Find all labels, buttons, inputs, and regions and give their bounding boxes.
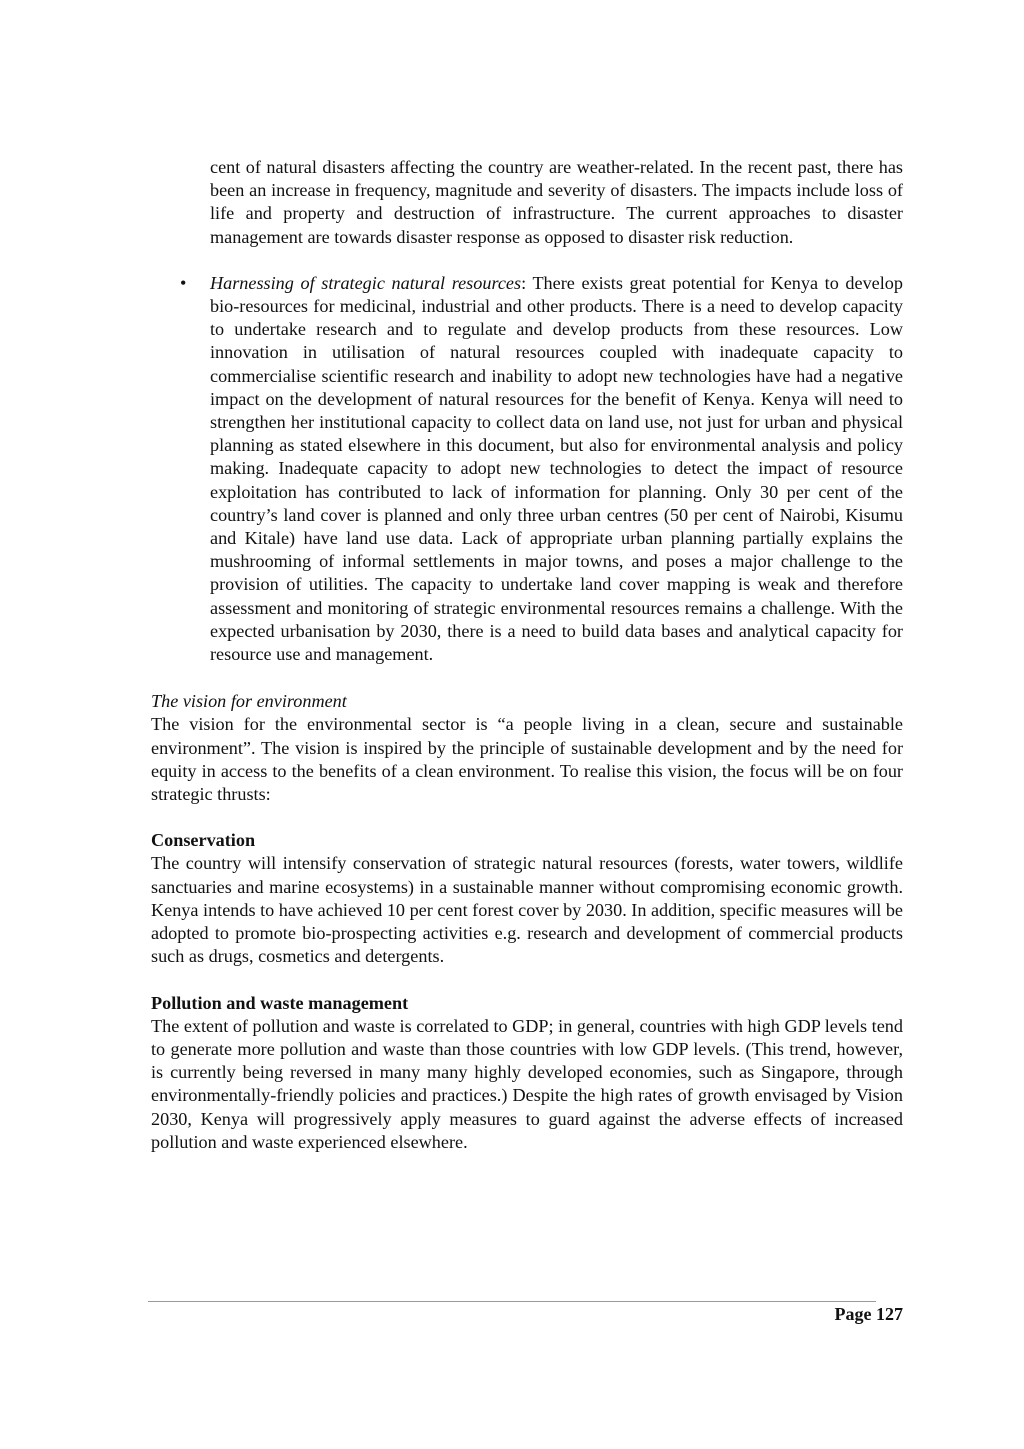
pollution-paragraph: The extent of pollution and waste is correlated to GDP; in general, countries with high GDP levels tend to generate more pollution and waste than those countries with low GDP levels. (This trend, however, is currently being reversed in many many highly developed economies, such as Singapore, through environmentally-friendly policies and practices.) Despite the high rates of growth envisaged by Vision 2030, Kenya will progressively apply measures to guard against the adverse effects of increased pollution and waste experienced elsewhere.	[151, 1015, 903, 1152]
pollution-heading: Pollution and waste management	[151, 992, 409, 1013]
footer-divider	[148, 1301, 876, 1302]
bullet-paragraph	[210, 272, 903, 666]
page-body	[151, 156, 903, 1154]
bullet-text: There exists great potential for Kenya to develop bio-resources for medicinal, industrial and other products. There is a need to develop capacity to undertake research and to regulate and develop products from these resources. Low innovation in utilisation of natural resources coupled with inadequate capacity to commercialise scientific research and inability to adopt new technologies have had a negative impact on the development of natural resources for the benefit of Kenya. Kenya will need to strengthen her institutional capacity to collect data on land use, not just for urban and physical planning as stated elsewhere in this document, but also for environmental analysis and policy making. Inadequate capacity to adopt new technologies to detect the impact of resource exploitation has contributed to lack of information for planning. Only 30 per cent of the country’s land cover is planned and only three urban centres (50 per cent of Nairobi, Kisumu and Kitale) have land use data. Lack of appropriate urban planning partially explains the mushrooming of informal settlements in major towns, and poses a major challenge to the provision of utilities. The capacity to undertake land cover mapping is weak and therefore assessment and monitoring of strategic environmental resources remains a challenge. With the expected urbanisation by 2030, there is a need to build data bases and analytical capacity for resource use and management.	[210, 272, 903, 665]
continuation-paragraph: cent of natural disasters affecting the country are weather-related. In the recent past, there has been an increase in frequency, magnitude and severity of disasters. The impacts include loss of life and property and destruction of infrastructure. The current approaches to disaster management are towards disaster response as opposed to disaster risk reduction.	[210, 157, 903, 247]
conservation-heading: Conservation	[151, 830, 256, 851]
bullet-title: Harnessing of strategic natural resources	[210, 272, 522, 293]
conservation-paragraph: The country will intensify conservation of strategic natural resources (forests, water towers, wildlife sanctuaries and marine ecosystems) in a sustainable manner without compromising economic growth. Kenya intends to have achieved 10 per cent forest cover by 2030. In addition, specific measures will be adopted to promote bio-prospecting activities e.g. research and development of commercial products such as drugs, cosmetics and detergents.	[151, 853, 904, 967]
vision-heading: The vision for environment	[151, 691, 347, 712]
vision-paragraph: The vision for the environmental sector is “a people living in a clean, secure and sustainable environment”. The vision is inspired by the principle of sustainable development and by the need for equity in access to the benefits of a clean environment. To realise this vision, the focus will be on four strategic thrusts:	[151, 714, 903, 805]
bullet-separator: :	[521, 272, 533, 293]
bullet-item	[180, 272, 903, 666]
bullet-symbol: •	[180, 272, 187, 293]
page-number: Page 127	[834, 1304, 903, 1324]
